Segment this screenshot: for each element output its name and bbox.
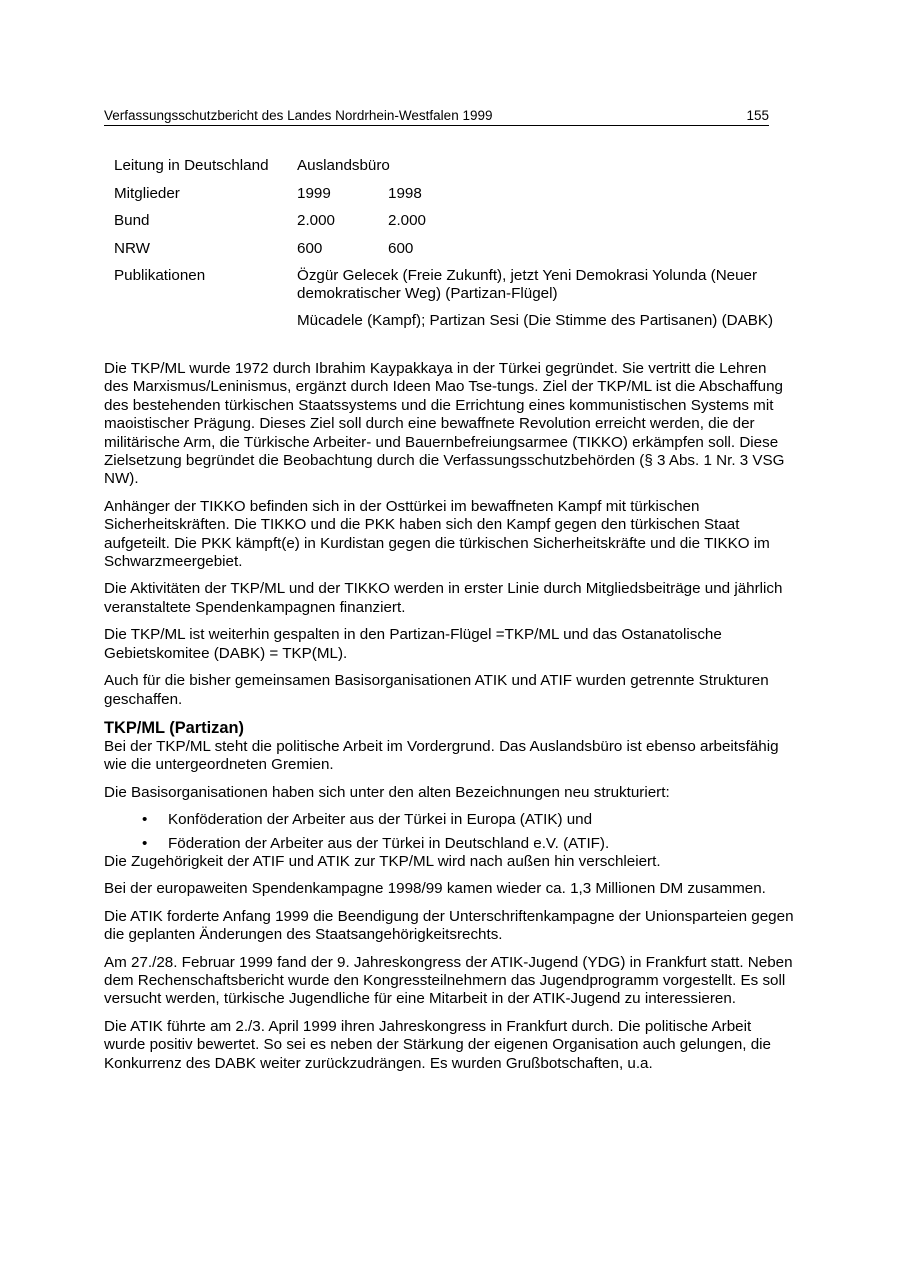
body-text (104, 360, 794, 1082)
running-header (104, 107, 769, 126)
paragraph: Bei der TKP/ML steht die politische Arbeit im Vordergrund. Das Auslandsbüro ist ebenso arbeitsfähig wie die untergeordneten Gremien. (104, 737, 779, 774)
paragraph: Die ATIK führte am 2./3. April 1999 ihren Jahreskongress in Frankfurt durch. Die politische Arbeit wurde positiv bewertet. So sei es neben der Stärkung der eigenen Organisation auch gelungen, die Konkurrenz des DABK weiter zurückzudrängen. Es wurden Grußbotschaften, u.a. (104, 1017, 771, 1072)
paragraph: Die Zugehörigkeit der ATIF und ATIK zur TKP/ML wird nach außen hin verschleiert. (104, 852, 661, 870)
list-item (104, 835, 794, 853)
header-title: Verfassungsschutzbericht des Landes Nordrhein-Westfalen 1999 (104, 108, 493, 123)
fact-label: Bund (114, 212, 150, 229)
bullet-icon: • (142, 834, 148, 852)
fact-value: Auslandsbüro (297, 157, 390, 174)
paragraph: Anhänger der TIKKO befinden sich in der Osttürkei im bewaffneten Kampf mit türkischen Sicherheitskräften. Die TIKKO und die PKK haben sich den Kampf gegen den türkischen Staat aufgeteilt. Die PKK kämpft(e) in Kurdistan gegen die türkischen Sicherheitskräfte und die TIKKO im Schwarzmeergebiet. (104, 497, 770, 571)
paragraph: Die Aktivitäten der TKP/ML und der TIKKO werden in erster Linie durch Mitgliedsbeiträge und jährlich veranstaltete Spendenkampagnen finanziert. (104, 580, 783, 616)
fact-row-publikationen (114, 267, 804, 330)
fact-row-bund (114, 212, 804, 230)
fact-value-1999: 600 (297, 239, 323, 257)
paragraph: Die TKP/ML wurde 1972 durch Ibrahim Kaypakkaya in der Türkei gegründet. Sie vertritt die Lehren des Marxismus/Leninismus, ergänzt durch Ideen Mao Tse-tungs. Ziel der TKP/ML ist die Abschaffung des bestehenden türkischen Staatssystems und die Errichtung eines kommunistischen Systems mit maoistischer Prägung. Dieses Ziel soll durch eine bewaffnete Revolution erreicht werden, die der militärische Arm, die Türkische Arbeiter- und Bauernbefreiungsarmee (TIKKO) erkämpfen soll. Diese Zielsetzung begründet die Beobachtung durch die Verfassungsschutzbehörden (§ 3 Abs. 1 Nr. 3 VSG NW). (104, 360, 785, 488)
list-item-text: Konföderation der Arbeiter aus der Türkei in Europa (ATIK) und (168, 811, 593, 829)
list-item-text: Föderation der Arbeiter aus der Türkei in Deutschland e.V. (ATIF). (168, 834, 610, 852)
paragraph: Bei der europaweiten Spendenkampagne 1998/99 kamen wieder ca. 1,3 Millionen DM zusammen. (104, 880, 766, 898)
publication-item: Mücadele (Kampf); Partizan Sesi (Die Stimme des Partisanen) (DABK) (297, 312, 774, 329)
fact-row-nrw (114, 240, 804, 258)
fact-row-leitung (114, 157, 804, 175)
paragraph: Die ATIK forderte Anfang 1999 die Beendigung der Unterschriftenkampagne der Unionsparteien gegen die geplanten Änderungen des Staatsangehörigkeitsrechts. (104, 907, 794, 944)
paragraph: Auch für die bisher gemeinsamen Basisorganisationen ATIK und ATIF wurden getrennte Strukturen geschaffen. (104, 672, 769, 708)
fact-label: Publikationen (114, 267, 206, 284)
fact-year-1998: 1998 (388, 184, 422, 202)
fact-label: Leitung in Deutschland (114, 157, 269, 174)
fact-value-1999: 2.000 (297, 212, 336, 229)
bullet-list (104, 811, 794, 853)
fact-row-mitglieder (114, 185, 804, 203)
publication-item: Özgür Gelecek (Freie Zukunft), jetzt Yeni Demokrasi Yolunda (Neuer demokratischer Weg) (Partizan-Flügel) (297, 267, 758, 302)
list-item (104, 811, 794, 829)
bullet-icon: • (142, 811, 148, 829)
fact-value-1998: 600 (388, 239, 414, 257)
page-number: 155 (746, 108, 769, 123)
fact-label: Mitglieder (114, 184, 180, 202)
fact-label: NRW (114, 239, 150, 257)
paragraph: Am 27./28. Februar 1999 fand der 9. Jahreskongress der ATIK-Jugend (YDG) in Frankfurt statt. Neben dem Rechenschaftsbericht wurde den Kongressteilnehmern das Jugendprogramm vorgestellt. Es soll versucht werden, türkische Jugendliche für eine Mitarbeit in der ATIK-Jugend zu interessieren. (104, 953, 793, 1008)
paragraph: Die Basisorganisationen haben sich unter den alten Bezeichnungen neu strukturiert: (104, 783, 670, 801)
fact-value-1998: 2.000 (388, 212, 427, 229)
paragraph: Die TKP/ML ist weiterhin gespalten in den Partizan-Flügel =TKP/ML und das Ostanatolische Gebietskomitee (DABK) = TKP(ML). (104, 626, 722, 662)
section-heading: TKP/ML (Partizan) (104, 718, 244, 737)
facts-table (114, 157, 804, 340)
fact-year-1999: 1999 (297, 184, 331, 202)
